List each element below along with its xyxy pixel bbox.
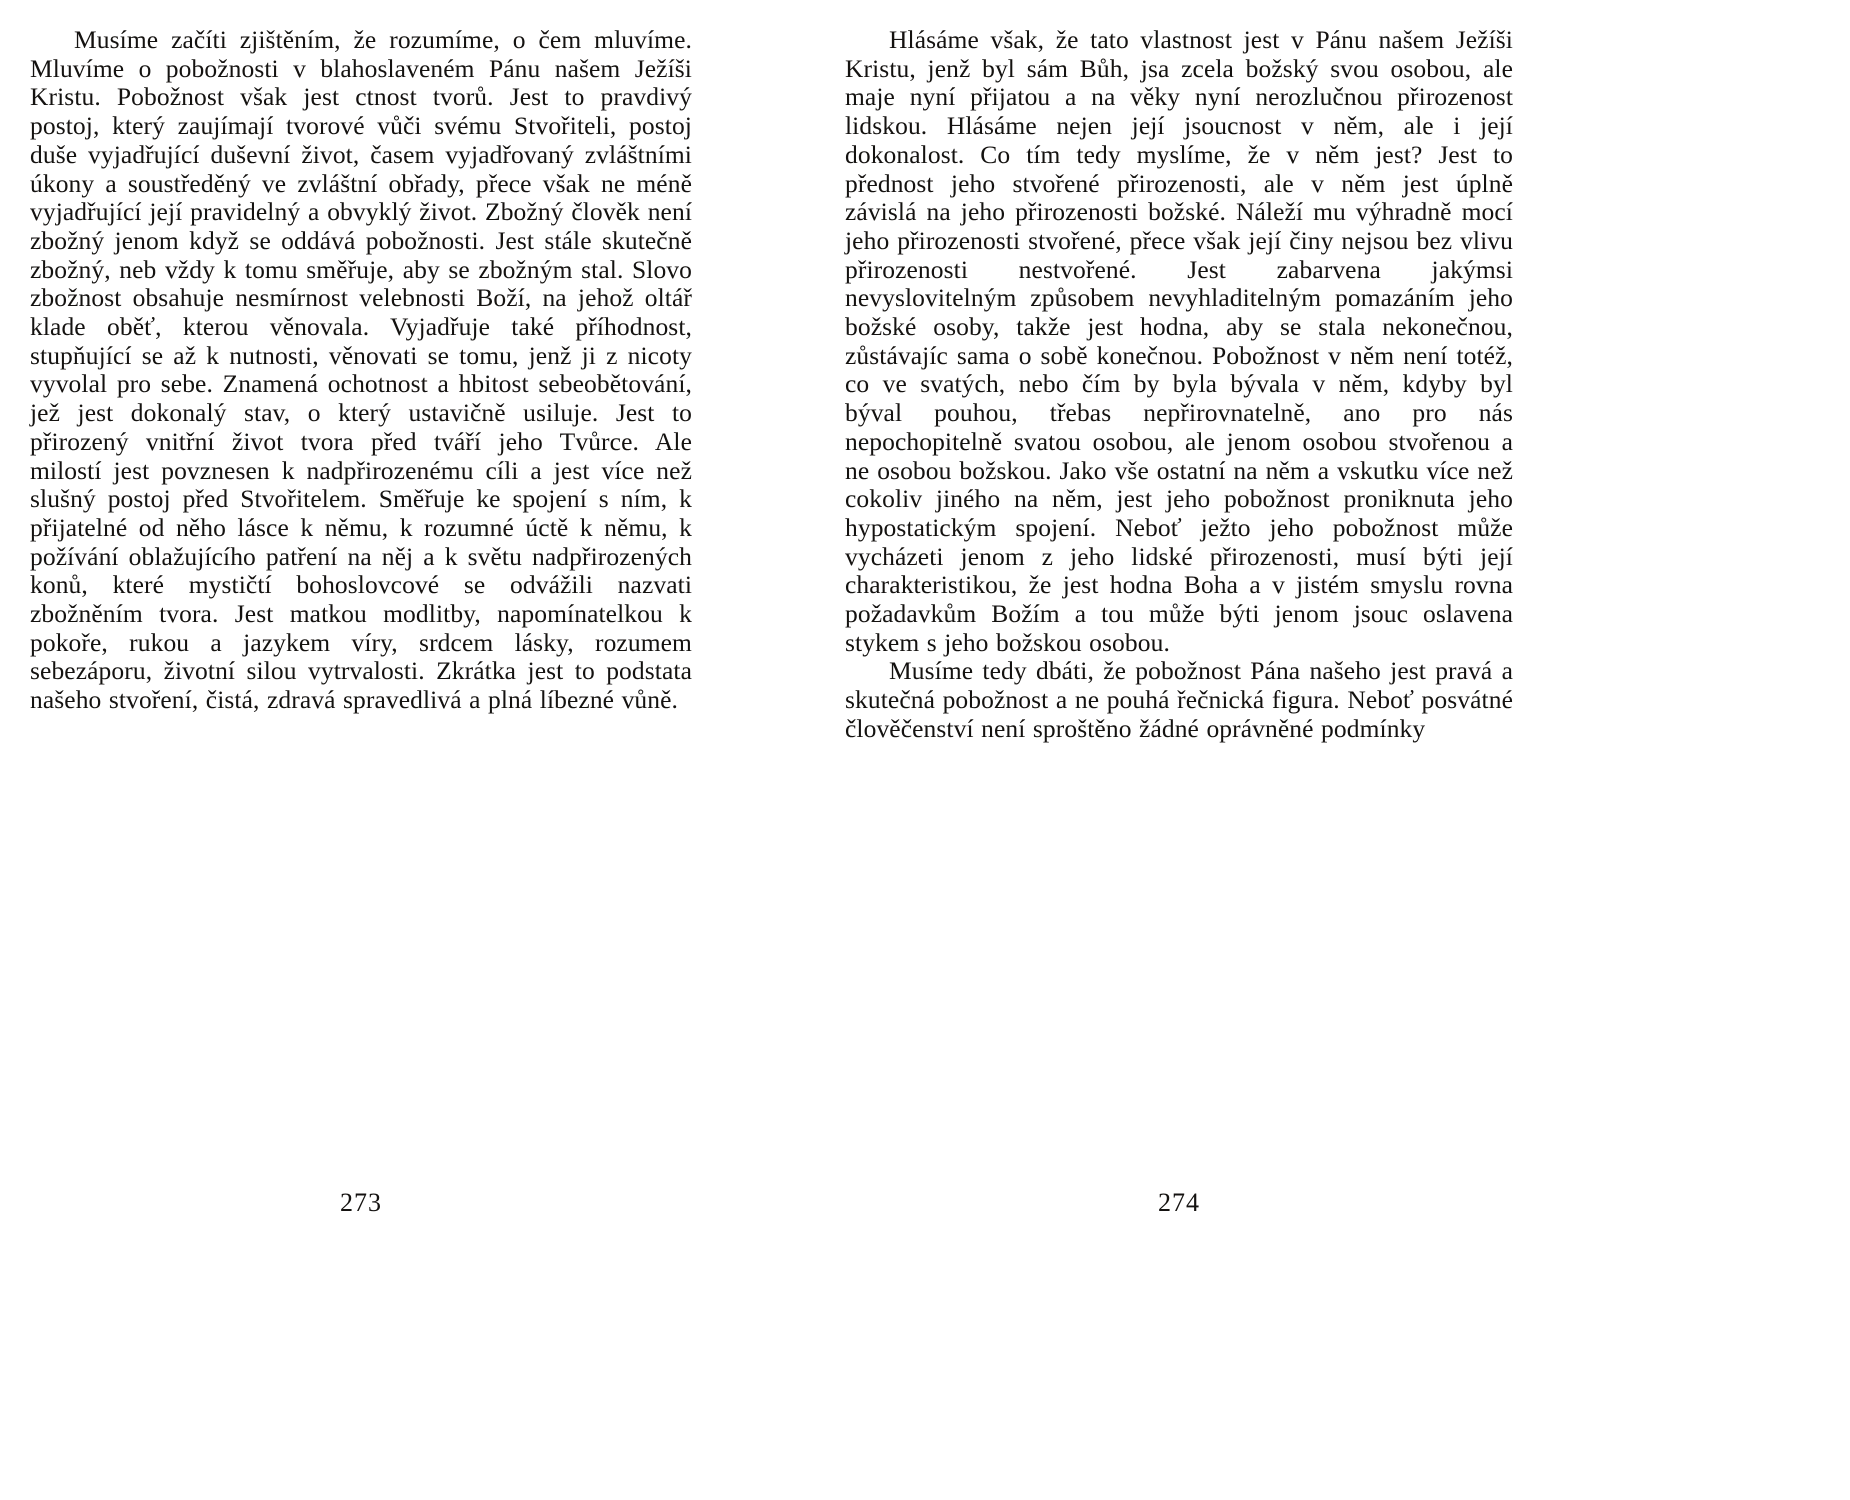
page-right-text — [845, 26, 1513, 744]
paragraph: Musíme začíti zjištěním, že rozumíme, o čem mluvíme. Mluvíme o pobožnosti v blahoslaveném Pánu našem Ježíši Kristu. Pobožnost však jest ctnost tvorů. Jest to pravdivý postoj, který zaujímají tvorové vůči svému Stvořiteli, postoj duše vyjadřující duševní život, časem vyjadřovaný zvláštními úkony a soustředěný ve zvláštní obřady, přece však ne méně vyjadřující její pravidelný a obvyklý život. Zbožný člověk není zbožný jenom když se oddává pobožnosti. Jest stále skutečně zbožný, neb vždy k tomu směřuje, aby se zbožným stal. Slovo zbožnost obsahuje nesmírnost velebnosti Boží, na jehož oltář klade oběť, kterou věnovala. Vyjadřuje také příhodnost, stupňující se až k nutnosti, věnovati se tomu, jenž ji z nicoty vyvolal pro sebe. Znamená ochotnost a hbitost sebeobětování, jež jest dokonalý stav, o který ustavičně usiluje. Jest to přirozený vnitřní život tvora před tváří jeho Tvůrce. Ale milostí jest povznesen k nadpřirozenému cíli a jest více než slušný postoj před Stvořitelem. Směřuje ke spojení s ním, k přijatelné od něho lásce k němu, k rozumné úctě k němu, k požívání oblažujícího patření na něj a k světu nadpřirozených konů, které mystičtí bohoslovcové se odvážili nazvati zbožněním tvora. Jest matkou modlitby, napomínatelkou k pokoře, rukou a jazykem víry, srdcem lásky, rozumem sebezáporu, životní silou vytrvalosti. Zkrátka jest to podstata našeho stvoření, čistá, zdravá spravedlivá a plná líbezné vůně. — [30, 25, 692, 715]
paragraph: Hlásáme však, že tato vlastnost jest v Pánu našem Ježíši Kristu, jenž byl sám Bůh, jsa zcela božský svou osobou, ale maje nyní přijatou a na věky nyní nerozlučnou přirozenost lidskou. Hlásáme nejen její jsoucnost v něm, ale i její dokonalost. Co tím tedy myslíme, že v něm jest? Jest to přednost jeho stvořené přirozenosti, ale v něm jest úplně závislá na jeho přirozenosti božské. Náleží mu výhradně mocí jeho přirozenosti stvořené, přece však její činy nejsou bez vlivu přirozenosti nestvořené. Jest zabarvena jakýmsi nevyslovitelným způsobem nevyhladitelným pomazáním jeho božské osoby, takže jest hodna, aby se stala nekonečnou, zůstávajíc sama o sobě konečnou. Pobožnost v něm není totéž, co ve svatých, nebo čím by byla bývala v něm, kdyby byl býval pouhou, třebas nepřirovnatelně, ano pro nás nepochopitelně svatou osobou, ale jenom osobou stvořenou a ne osobou božskou. Jako vše ostatní na něm a vskutku více než cokoliv jiného na něm, jest jeho pobožnost proniknuta jeho hypostatickým spojení. Neboť ježto jeho pobožnost může vycházeti jenom z jeho lidské přirozenosti, musí býti její charakteristikou, že jest hodna Boha a v jistém smyslu rovna požadavkům Božím a tou může býti jenom jsouc oslavena stykem s jeho božskou osobou. — [845, 25, 1513, 657]
page-number-left: 273 — [340, 1188, 382, 1217]
page-number-right: 274 — [1158, 1188, 1200, 1217]
page-left — [30, 26, 692, 1218]
page-left-text — [30, 26, 692, 715]
paragraph: Musíme tedy dbáti, že pobožnost Pána našeho jest pravá a skutečná pobožnost a ne pouhá řečnická figura. Neboť posvátné člověčenství není sproštěno žádné oprávněné podmínky — [845, 656, 1513, 743]
page-right — [845, 26, 1513, 1218]
